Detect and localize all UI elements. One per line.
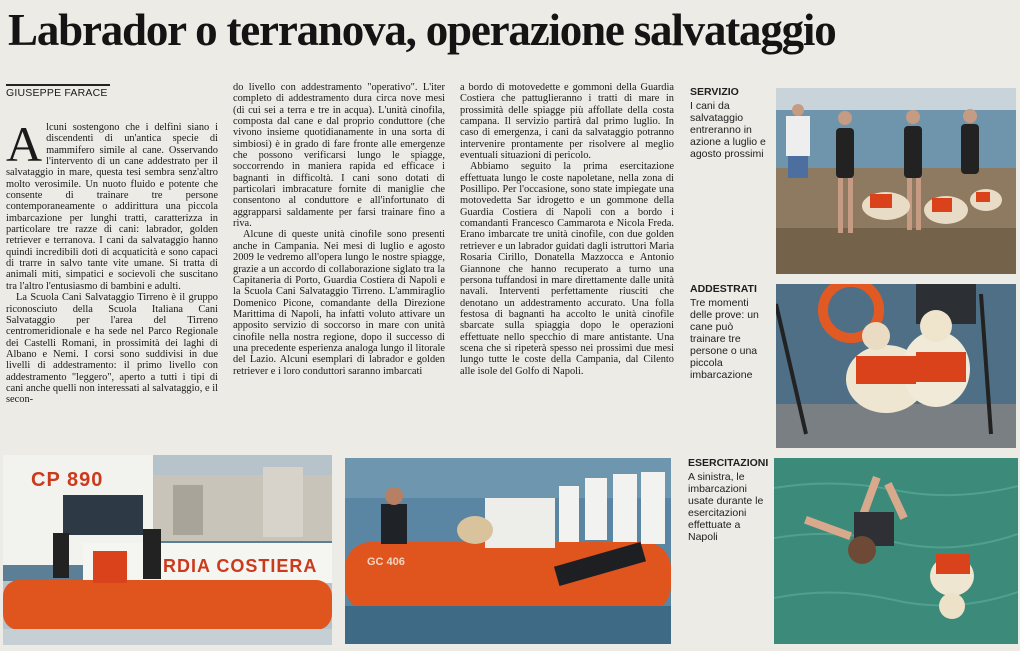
- caption-text: I cani da salvataggio entreranno in azione a luglio e agosto prossimi: [690, 100, 766, 160]
- paragraph: Abbiamo seguito la prima esercitazione effettuata lungo le coste napoletane, nella zona di Posillipo. Per l'occasione, sono state impiegate una motovedetta Sar idrogetto e un gommone della Guardia Costiera di Napoli con a bordo i comandanti Francesco Cammarota e Nicola Freda. Erano imbarcate tre unità cinofile, con due golden retriever e un labrador guidati dagli istruttori Maria Rosaria Cirillo, Donatella Mazzocca e Antonio Giannone che hanno recuperato a turno una persona tuffandosi in mare direttamente dalle unità navali. Interventi perfettamente riusciti che denotano un addestramento accurato. Una folla festosa di bagnanti ha accolto le unità cinofile sbarcate sulla spiaggia dopo le operazioni effettuate nello specchio di mare antistante. Una scena che si ripeterà spesso nei prossimi due mesi lungo tutte le coste della Campania, dal Cilento alle isole del Golfo di Napoli.: [460, 161, 674, 377]
- caption-text: Tre momenti delle prove: un cane può trainare tre persone o una piccola imbarcazione: [690, 297, 759, 381]
- article-column-2: [233, 82, 445, 440]
- paragraph: do livello con addestramento "operativo". L'iter completo di addestramento dura circa nove mesi (di cui sei a terra e tre in acqua). L'unità cinofila, composta dal cane e dal proprio conduttore (che vivono insieme quotidianamente in una sorta di simbiosi) è in grado di fare fronte alle emergenze che possono verificarsi lungo le spiagge, soccorrendo in maniera rapida ed efficace i bagnanti in difficoltà. I cani sono dotati di particolari imbracature fornite di maniglie che consentono al conduttore e all'infortunato di aggrapparsi saldamente per farsi trainare fino a riva.: [233, 82, 445, 230]
- caption-title: SERVIZIO: [690, 86, 739, 98]
- dropcap: A: [6, 122, 43, 172]
- caption-title: ESERCITAZIONI: [688, 457, 769, 469]
- caption-title: ADDESTRATI: [690, 283, 757, 295]
- photo-beach-handlers-dogs: [776, 88, 1016, 274]
- boat-code-label: CP 890: [31, 469, 104, 491]
- caption-esercitazioni: [688, 457, 772, 543]
- photo-coast-guard-boat: [3, 455, 332, 645]
- headline: Labrador o terranova, operazione salvataggio: [8, 5, 836, 55]
- boat-hull-label: RDIA COSTIERA: [163, 556, 318, 576]
- caption-addestrati: [690, 283, 770, 381]
- paragraph: Alcune di queste unità cinofile sono presenti anche in Campania. Nei mesi di luglio e agosto 2009 le vedremo all'opera lungo le nostre spiagge, grazie a un accordo di collaborazione siglato tra la Capitaneria di Porto, Guardia Costiera di Napoli e la Scuola Cani Salvataggio Tirreno. L'ammiraglio Domenico Picone, comandante della Direzione Marittima di Napoli, ha infatti voluto attivare un apposito servizio di soccorso in mare con unità cinofile nella nostra regione, dopo il successo di una precedente esperienza analoga lungo il litorale del Lazio. Alcuni esemplari di labrador e golden retriever e i loro conduttori saranno imbarcati: [233, 229, 445, 377]
- dinghy-code-label: GC 406: [367, 556, 405, 568]
- photo-dinghy-crew: [345, 458, 671, 644]
- photo-dogs-on-boat: [776, 284, 1016, 448]
- paragraph: lcuni sostengono che i delfini siano i discendenti di un'antica specie di mammifero simile al cane. Osservando l'intervento di un cane addestrato per il salvataggio in mare, questa tesi sembra senz'altro molto verosimile. Un nuoto fluido e potente che consente di trainare tre persone contemporaneamente o addirittura una piccola imbarcazione per lunghi tratti, caratterizza in particolare tre razze di cani: labrador, golden retriever e terranova. I cani da salvataggio hanno quindi incredibili doti di acquaticità e sono capaci di trarre in salvo tante vite umane. Si tratta di animali miti, simpatici e socievoli che suscitano tra l'altro l'entusiasmo di bambini e adulti.: [6, 122, 218, 292]
- caption-servizio: [690, 86, 770, 160]
- caption-text: A sinistra, le imbarcazioni usate durante le esercitazioni effettuate a Napoli: [688, 471, 764, 543]
- byline: GIUSEPPE FARACE: [6, 87, 108, 99]
- byline-rule: [6, 84, 110, 86]
- paragraph: La Scuola Cani Salvataggio Tirreno è il gruppo riconosciuto della Scuola Italiana Cani Salvataggio per l'area del Tirreno centromeridionale e ha sede nel Parco Regionale dei Castelli Romani, in prossimità dei laghi di Albano e Nemi. I corsi sono suddivisi in due livelli di addestramento: il primo livello con addestramento "leggero", aperto a tutti i tipi di cani anche quelli non interessati al salvataggio, e il secon-: [6, 292, 218, 406]
- article-column-3: [460, 82, 674, 440]
- paragraph: a bordo di motovedette e gommoni della Guardia Costiera che pattuglieranno i tratti di mare in prossimità delle spiagge più affollate della costa campana. Il servizio partirà dal primo luglio. In caso di emergenza, i cani da salvataggio potranno intervenire prontamente per risolvere al meglio eventuali situazioni di pericolo.: [460, 82, 674, 162]
- photo-swimmer-rescue-dog: [774, 458, 1018, 644]
- article-column-1: [6, 122, 218, 440]
